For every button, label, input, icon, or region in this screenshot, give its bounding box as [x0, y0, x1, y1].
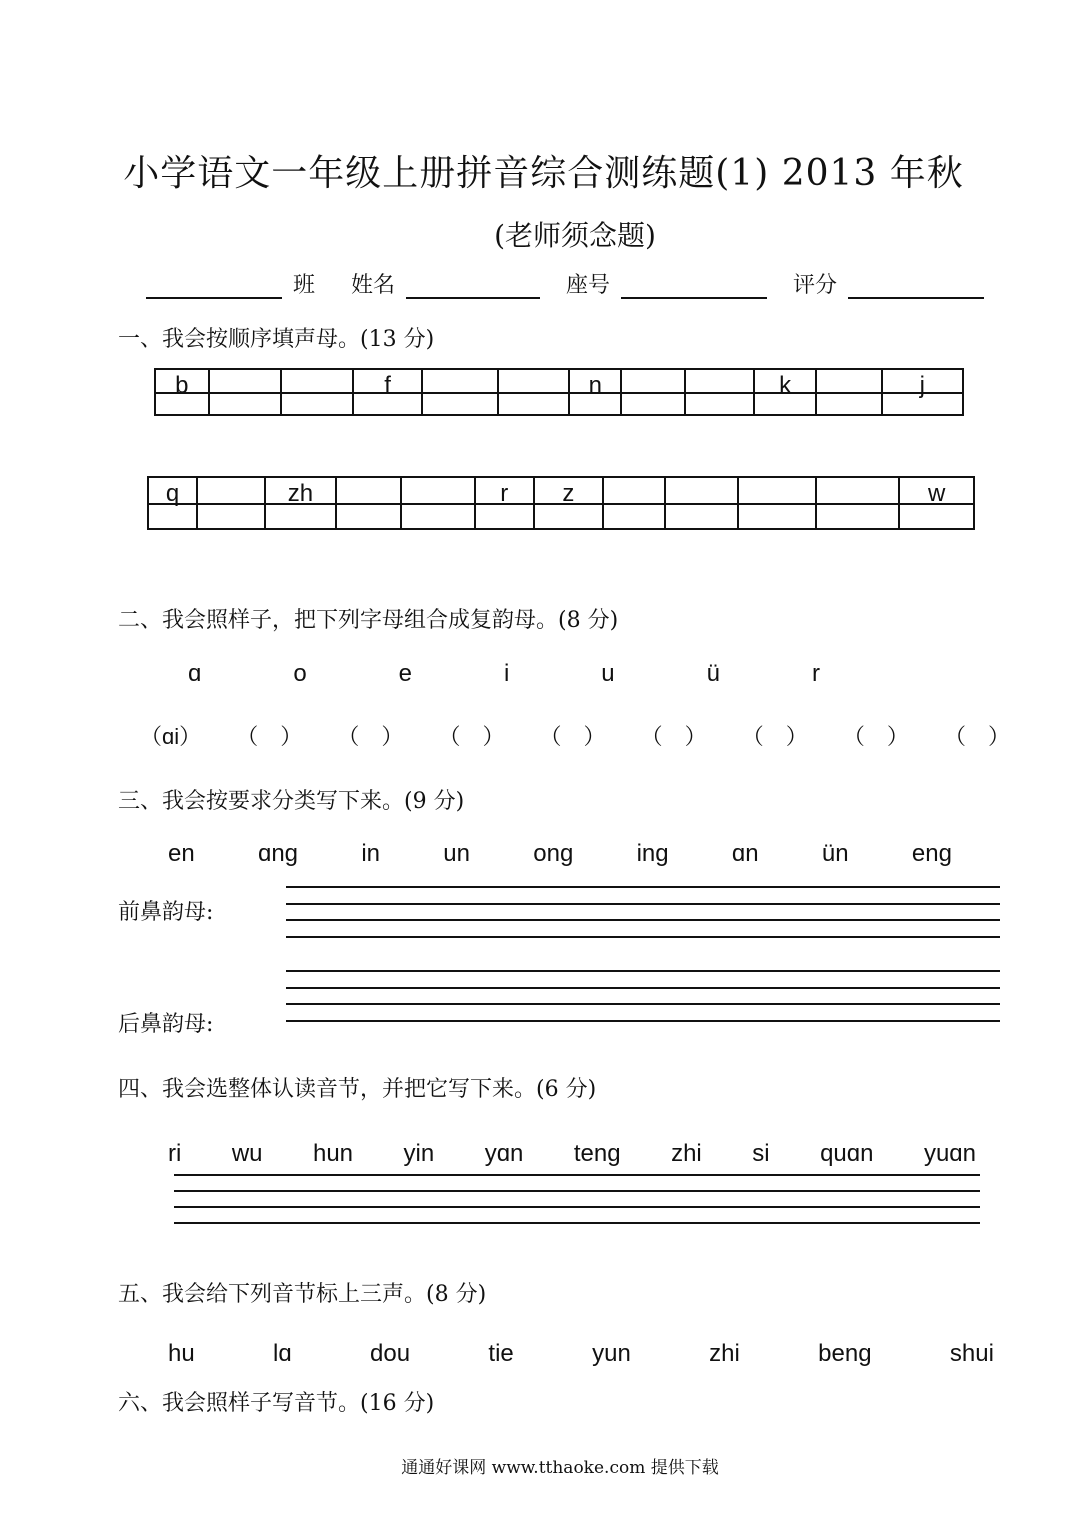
cell-letter: q: [165, 480, 180, 507]
cell-letter: zh: [287, 480, 314, 507]
letter: i: [503, 660, 510, 687]
cell-letter: f: [384, 372, 391, 399]
section-4-heading: 四、我会选整体认读音节，并把它写下来。(6 分): [118, 1077, 597, 1102]
score-blank[interactable]: [848, 275, 984, 299]
syllable: ri: [168, 1140, 182, 1167]
final: ong: [533, 840, 574, 867]
final: un: [443, 840, 470, 867]
letter: e: [398, 660, 413, 687]
grid-cell[interactable]: [156, 370, 210, 414]
syllables-row: [168, 1140, 976, 1168]
back-nasal-writing-lines[interactable]: [286, 970, 1000, 1030]
final: ɑn: [731, 840, 759, 867]
answer-blank[interactable]: （ ）: [539, 724, 606, 749]
section-2-heading: 二、我会照样子，把下列字母组合成复韵母。(8 分): [118, 608, 619, 633]
grid-cell[interactable]: [622, 370, 686, 414]
syllable: yɑn: [484, 1140, 524, 1167]
back-nasal-label: 后鼻韵母:: [118, 1012, 214, 1037]
class-label: 班: [293, 273, 316, 298]
section-1-heading: 一、我会按顺序填声母。(13 分): [118, 327, 435, 352]
page-subtitle: (老师须念题): [494, 219, 656, 252]
section-3-heading: 三、我会按要求分类写下来。(9 分): [118, 789, 465, 814]
syllables-writing-lines[interactable]: [174, 1174, 980, 1226]
grid-cell[interactable]: [817, 370, 883, 414]
tone-syllable[interactable]: lɑ: [273, 1340, 292, 1367]
page-footer: 通通好课网 www.tthaoke.com 提供下载: [401, 1458, 719, 1478]
cell-letter: z: [562, 480, 575, 507]
final: ɑng: [257, 840, 299, 867]
letters-row: [188, 660, 820, 688]
grid-cell[interactable]: [604, 478, 666, 528]
grid-cell[interactable]: [282, 370, 354, 414]
answer-blank[interactable]: （ ）: [640, 724, 707, 749]
section-5-heading: 五、我会给下列音节标上三声。(8 分): [118, 1282, 487, 1307]
grid-cell[interactable]: [535, 478, 604, 528]
cell-letter: w: [928, 480, 946, 507]
grid-cell[interactable]: [900, 478, 973, 528]
tone-syllable[interactable]: hu: [168, 1340, 195, 1367]
final: eng: [911, 840, 952, 867]
syllable: hun: [312, 1140, 354, 1167]
syllable: si: [752, 1140, 770, 1167]
finals-row: [168, 840, 952, 868]
grid-cell[interactable]: [883, 370, 963, 414]
cell-letter: r: [500, 480, 509, 507]
tone-syllable[interactable]: zhi: [709, 1340, 740, 1367]
syllable: quɑn: [820, 1140, 874, 1167]
grid-cell[interactable]: [354, 370, 424, 414]
grid-cell[interactable]: [755, 370, 817, 414]
answer-blank[interactable]: （ ）: [337, 724, 404, 749]
answer-blank[interactable]: （ ）: [438, 724, 505, 749]
tone-syllable[interactable]: dou: [370, 1340, 411, 1367]
tone-syllable[interactable]: tie: [488, 1340, 514, 1367]
grid-cell[interactable]: [210, 370, 283, 414]
grid-cell[interactable]: [739, 478, 817, 528]
tone-syllable[interactable]: shui: [949, 1340, 994, 1367]
grid-cell[interactable]: [266, 478, 338, 528]
final: ün: [821, 840, 849, 867]
tone-syllable[interactable]: yun: [592, 1340, 631, 1367]
answers-row: [140, 720, 1010, 751]
initials-grid-row-2: [147, 476, 975, 530]
section-6-heading: 六、我会照样子写音节。(16 分): [118, 1391, 435, 1416]
tone-syllables-row: [168, 1340, 994, 1368]
grid-cell[interactable]: [666, 478, 739, 528]
tone-syllable[interactable]: beng: [818, 1340, 872, 1367]
grid-cell[interactable]: [337, 478, 402, 528]
score-label: 评分: [793, 273, 838, 298]
answer-blank[interactable]: （ ）: [236, 724, 303, 749]
letter: r: [811, 660, 820, 687]
answer-blank[interactable]: （ ）: [943, 724, 1010, 749]
syllable: zhi: [671, 1140, 702, 1167]
letter: ɑ: [188, 660, 202, 687]
student-info: [142, 268, 988, 299]
grid-cell[interactable]: [499, 370, 571, 414]
final: in: [361, 840, 380, 867]
syllable: yin: [403, 1140, 435, 1167]
answer-blank[interactable]: （ ）: [741, 724, 808, 749]
letter: u: [601, 660, 615, 687]
letter: ü: [706, 660, 720, 687]
page-title: 小学语文一年级上册拼音综合测练题(1) 2013 年秋: [123, 153, 964, 194]
letter: o: [293, 660, 307, 687]
initials-grid-row-1: [154, 368, 964, 416]
grid-cell[interactable]: [402, 478, 476, 528]
answer-blank[interactable]: （ɑi）: [140, 724, 202, 749]
name-label: 姓名: [351, 273, 396, 298]
cell-letter: j: [919, 372, 925, 399]
name-blank[interactable]: [406, 275, 540, 299]
grid-cell[interactable]: [817, 478, 901, 528]
grid-cell[interactable]: [198, 478, 265, 528]
front-nasal-label: 前鼻韵母:: [118, 900, 214, 925]
syllable: teng: [573, 1140, 621, 1167]
grid-cell[interactable]: [476, 478, 535, 528]
syllable: wu: [231, 1140, 263, 1167]
seat-label: 座号: [566, 273, 611, 298]
cell-letter: b: [175, 372, 189, 399]
seat-blank[interactable]: [621, 275, 767, 299]
syllable: yuɑn: [923, 1140, 976, 1167]
answer-blank[interactable]: （ ）: [842, 724, 909, 749]
grid-cell[interactable]: [423, 370, 499, 414]
grid-cell[interactable]: [570, 370, 622, 414]
class-blank[interactable]: [146, 275, 282, 299]
grid-cell[interactable]: [149, 478, 198, 528]
final: ing: [636, 840, 669, 867]
front-nasal-writing-lines[interactable]: [286, 886, 1000, 946]
grid-cell[interactable]: [686, 370, 756, 414]
final: en: [168, 840, 195, 867]
cell-letter: k: [779, 372, 792, 399]
cell-letter: n: [588, 372, 602, 399]
